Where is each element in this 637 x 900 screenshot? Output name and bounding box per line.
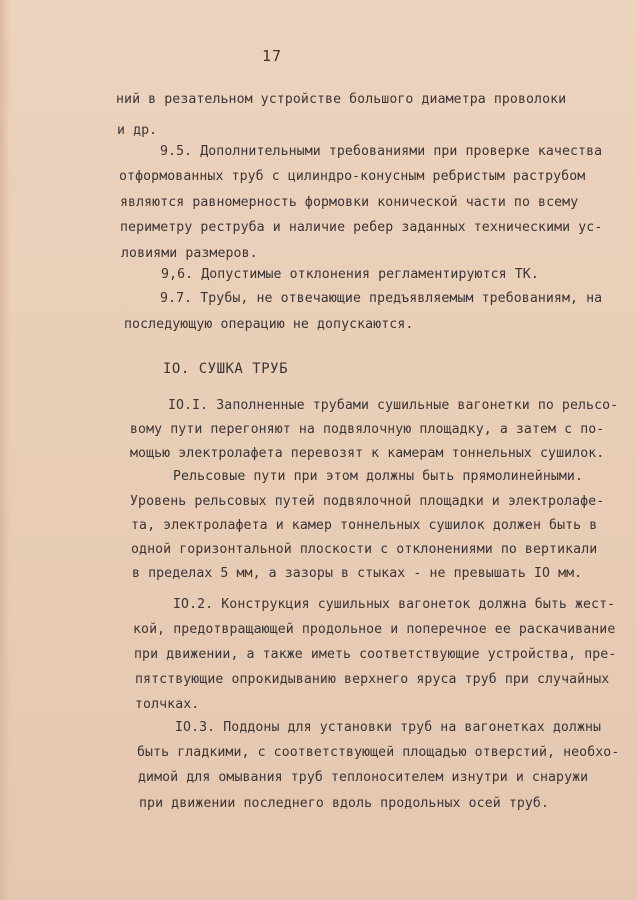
text-line: Уровень рельсовых путей подвялочной площадки и электролафе- [130, 494, 605, 509]
paragraph-9-5: 9.5. Дополнительными требованиями при проверке качества [160, 144, 603, 159]
text-line: и др. [117, 123, 158, 138]
text-line: вому пути перегоняют на подвялочную площадку, а затем с по- [130, 422, 605, 437]
text-line: димой для омывания труб теплоносителем изнутри и снаружи [138, 770, 589, 785]
text-line: одной горизонтальной плоскости с отклонениями по вертикали [131, 542, 598, 557]
text-line: при движении, а также иметь соответствующие устройства, пре- [134, 647, 617, 662]
text-line: Рельсовые пути при этом должны быть прямолинейными. [173, 469, 584, 484]
text-line: кой, предотвращающей продольное и поперечное ее раскачивание [133, 622, 616, 637]
section-heading: IO. СУШКА ТРУБ [163, 361, 289, 377]
text-line: отформованных труб с цилиндро-конусным ребристым раструбом [119, 169, 586, 184]
page-number: 17 [262, 47, 283, 65]
text-line: при движении последнего вдоль продольных осей труб. [139, 796, 550, 811]
text-line: периметру реструба и наличие ребер заданных техническими ус- [120, 220, 603, 235]
paragraph-9-7: 9.7. Трубы, не отвечающие предъявляемым требованиям, на [160, 291, 603, 306]
text-line: в пределах 5 мм, а зазоры в стыках - не превышать IO мм. [132, 566, 583, 581]
text-line: являются равномерность формовки конической части по всему [120, 195, 579, 210]
text-line: ний в резательном устройстве большого диаметра проволоки [116, 92, 567, 107]
text-line: мощью электролафета перевозят к камерам тоннельных сушилок. [130, 446, 605, 461]
text-line: толчках. [135, 697, 200, 712]
paragraph-10-1: IO.I. Заполненные трубами сушильные вагонетки по рельсо- [168, 398, 619, 413]
paragraph-10-3: IO.3. Поддоны для установки труб на вагонетках должны [175, 720, 602, 735]
text-line: та, электролафета и камер тоннельных сушилок должен быть в [131, 518, 598, 533]
paragraph-10-2: IO.2. Конструкция сушильных вагонеток должна быть жест- [173, 597, 616, 612]
paragraph-9-6: 9,6. Допустимые отклонения регламентируются ТК. [161, 267, 539, 282]
text-line: ловиями размеров. [121, 246, 258, 261]
text-line: пятствующие опрокидыванию верхнего яруса труб при случайных [135, 672, 610, 687]
page-edge-shadow [0, 0, 10, 900]
text-line: быть гладкими, с соответствующей площадью отверстий, необхо- [137, 745, 620, 760]
text-line: последующую операцию не допускаются. [124, 317, 414, 332]
